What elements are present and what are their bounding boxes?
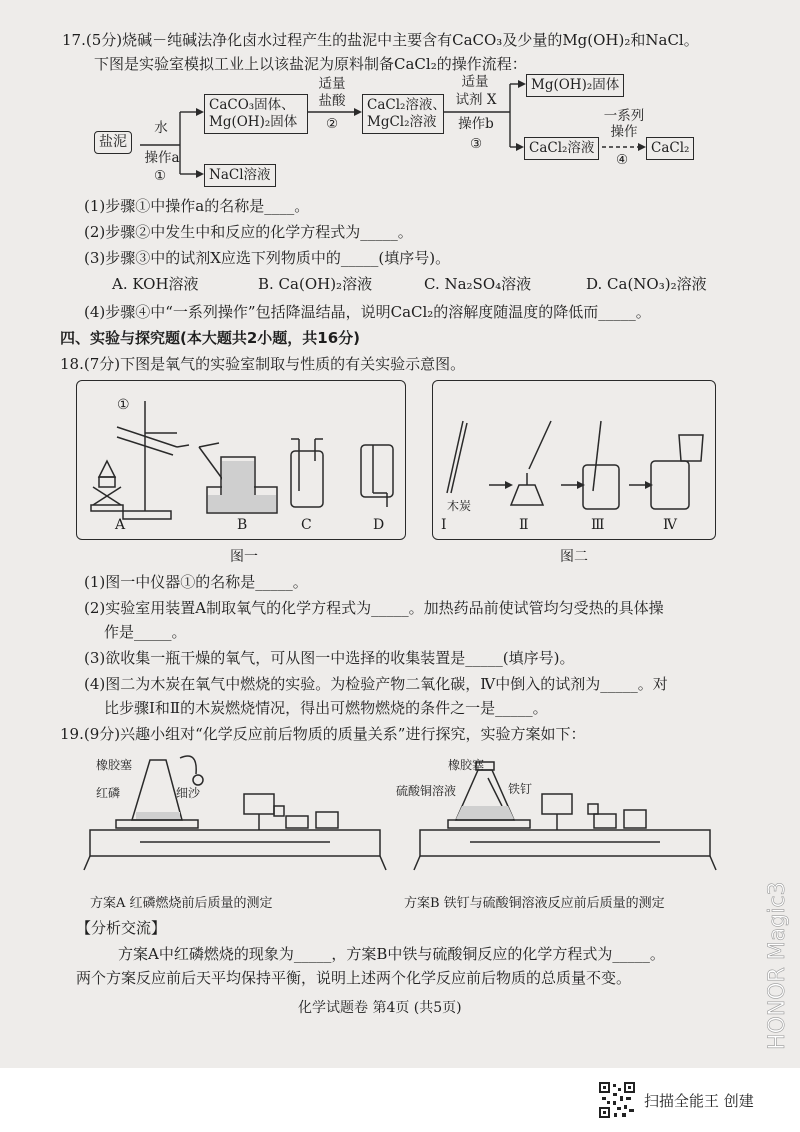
plan-b-nail-label: 铁钉 (508, 782, 533, 796)
camera-watermark (756, 840, 796, 1060)
q17-sub2: (2)步骤②中发生中和反应的化学方程式为_____。 (84, 223, 413, 241)
q18-sub2b: 作是_____。 (104, 623, 187, 641)
plan-a-stopper-label: 橡胶塞 (96, 758, 133, 772)
flow-label-hcl-1: 适量 (318, 76, 346, 92)
flow-label-x-1: 适量 (461, 74, 489, 90)
q17-sub4: (4)步骤④中“一系列操作”包括降温结晶，说明CaCl₂的溶解度随温度的降低而_____。 (84, 303, 651, 321)
q17-option-a: A. KOH溶液 (112, 275, 199, 293)
figure-2-label-4: Ⅳ (663, 517, 677, 533)
flow-sol-cacl2: CaCl₂溶液、 (367, 97, 446, 113)
q19-analysis-1: 方案A中红磷燃烧的现象为_____，方案B中铁与硫酸铜反应的化学方程式为_____。 (118, 945, 665, 963)
q17-intro2: 下图是实验室模拟工业上以该盐泥为原料制备CaCl₂的操作流程： (94, 55, 527, 73)
q17-option-b: B. Ca(OH)₂溶液 (258, 275, 373, 293)
figure-2-label-2: Ⅱ (519, 517, 529, 533)
q19-analysis-title: 【分析交流】 (76, 919, 167, 937)
flow-box-solutions (362, 94, 444, 134)
q17-sub3: (3)步骤③中的试剂X应选下列物质中的_____(填序号)。 (84, 249, 451, 267)
figure-2-frame (432, 380, 716, 540)
flow-box-cacl-solution: CaCl₂溶液 (524, 137, 599, 160)
q17-option-d: D. Ca(NO₃)₂溶液 (586, 275, 707, 293)
page-footer: 化学试题卷 第4页 (共5页) (298, 1000, 462, 1016)
q17-intro: 17.(5分)烧碱－纯碱法净化卤水过程产生的盐泥中主要含有CaCO₃及少量的Mg(OH)₂和NaCl。 (62, 31, 699, 49)
flow-sol-mgcl2: MgCl₂溶液 (367, 114, 437, 130)
q19-intro: 19.(9分)兴趣小组对“化学反应前后物质的质量关系”进行探究，实验方案如下： (60, 725, 586, 743)
flow-box-salt-mud: 盐泥 (94, 131, 132, 154)
flow-step1-number: ① (153, 168, 167, 184)
q18-sub4b: 比步骤Ⅰ和Ⅱ的木炭燃烧情况，得出可燃物燃烧的条件之一是_____。 (104, 699, 548, 717)
figure-1-frame (76, 380, 406, 540)
plan-b-stopper-label: 橡胶塞 (448, 758, 485, 772)
flow-label-hcl-2: 盐酸 (318, 93, 346, 109)
q18-sub1: (1)图一中仪器①的名称是_____。 (84, 573, 308, 591)
figure-1-caption: 图一 (230, 549, 258, 565)
figure-1-marker: ① (117, 397, 130, 413)
plan-b-cuso4-label: 硫酸铜溶液 (396, 784, 457, 798)
flow-label-op-b: 操作b (458, 116, 494, 132)
q18-sub4a: (4)图二为木炭在氧气中燃烧的实验。为检验产物二氧化碳，Ⅳ中倒入的试剂为_____。对 (84, 675, 668, 693)
flow-label-water: 水 (154, 120, 168, 136)
scanner-footer (0, 1068, 800, 1132)
q17-option-c: C. Na₂SO₄溶液 (424, 275, 532, 293)
flow-step3-number: ③ (469, 136, 483, 152)
qr-code-icon (598, 1081, 636, 1119)
figure-2-caption: 图二 (560, 549, 588, 565)
q18-intro: 18.(7分)下图是氧气的实验室制取与性质的有关实验示意图。 (60, 355, 466, 373)
plan-a-sand-label: 细沙 (176, 786, 201, 800)
flow-box-solids (204, 94, 308, 134)
q19-analysis-2: 两个方案反应前后天平均保持平衡，说明上述两个化学反应前后物质的总质量不变。 (76, 969, 632, 987)
section-4-heading: 四、实验与探究题(本大题共2小题，共16分) (60, 329, 361, 347)
q17-sub1: (1)步骤①中操作a的名称是____。 (84, 197, 310, 215)
plan-a-phosphorus-label: 红磷 (96, 786, 121, 800)
q18-sub3: (3)欲收集一瓶干燥的氧气，可从图一中选择的收集装置是_____(填序号)。 (84, 649, 575, 667)
figure-1-label-a: A (115, 517, 126, 533)
figure-1-label-d: D (373, 517, 385, 533)
flow-solid-mgoh: Mg(OH)₂固体 (209, 114, 298, 130)
plan-a-caption: 方案A 红磷燃烧前后质量的测定 (90, 896, 273, 911)
figure-2-charcoal-label: 木炭 (447, 499, 472, 513)
flow-step2-number: ② (325, 116, 339, 132)
flow-step4-number: ④ (615, 152, 629, 168)
flow-box-nacl: NaCl溶液 (204, 164, 276, 187)
figure-2-label-1: Ⅰ (441, 517, 447, 533)
plan-b-caption: 方案B 铁钉与硫酸铜溶液反应前后质量的测定 (404, 896, 665, 911)
flow-box-mgoh: Mg(OH)₂固体 (526, 74, 624, 97)
figure-2-label-3: Ⅲ (591, 517, 605, 533)
scanner-credit: 扫描全能王 创建 (644, 1092, 754, 1110)
flow-solid-caco3: CaCO₃固体、 (209, 97, 295, 113)
flow-box-product: CaCl₂ (646, 137, 694, 160)
figure-1-label-c: C (301, 517, 312, 533)
flow-label-series-1: 一系列 (603, 108, 645, 124)
q18-sub2a: (2)实验室用装置A制取氧气的化学方程式为_____。加热药品前使试管均匀受热的具体操 (84, 599, 664, 617)
figure-1-label-b: B (237, 517, 248, 533)
flow-label-series-2: 操作 (610, 124, 638, 140)
flow-label-x-2: 试剂 X (455, 92, 497, 108)
flow-label-op-a: 操作a (144, 150, 180, 166)
camera-watermark-text: HONOR Magic3 (765, 881, 790, 1050)
